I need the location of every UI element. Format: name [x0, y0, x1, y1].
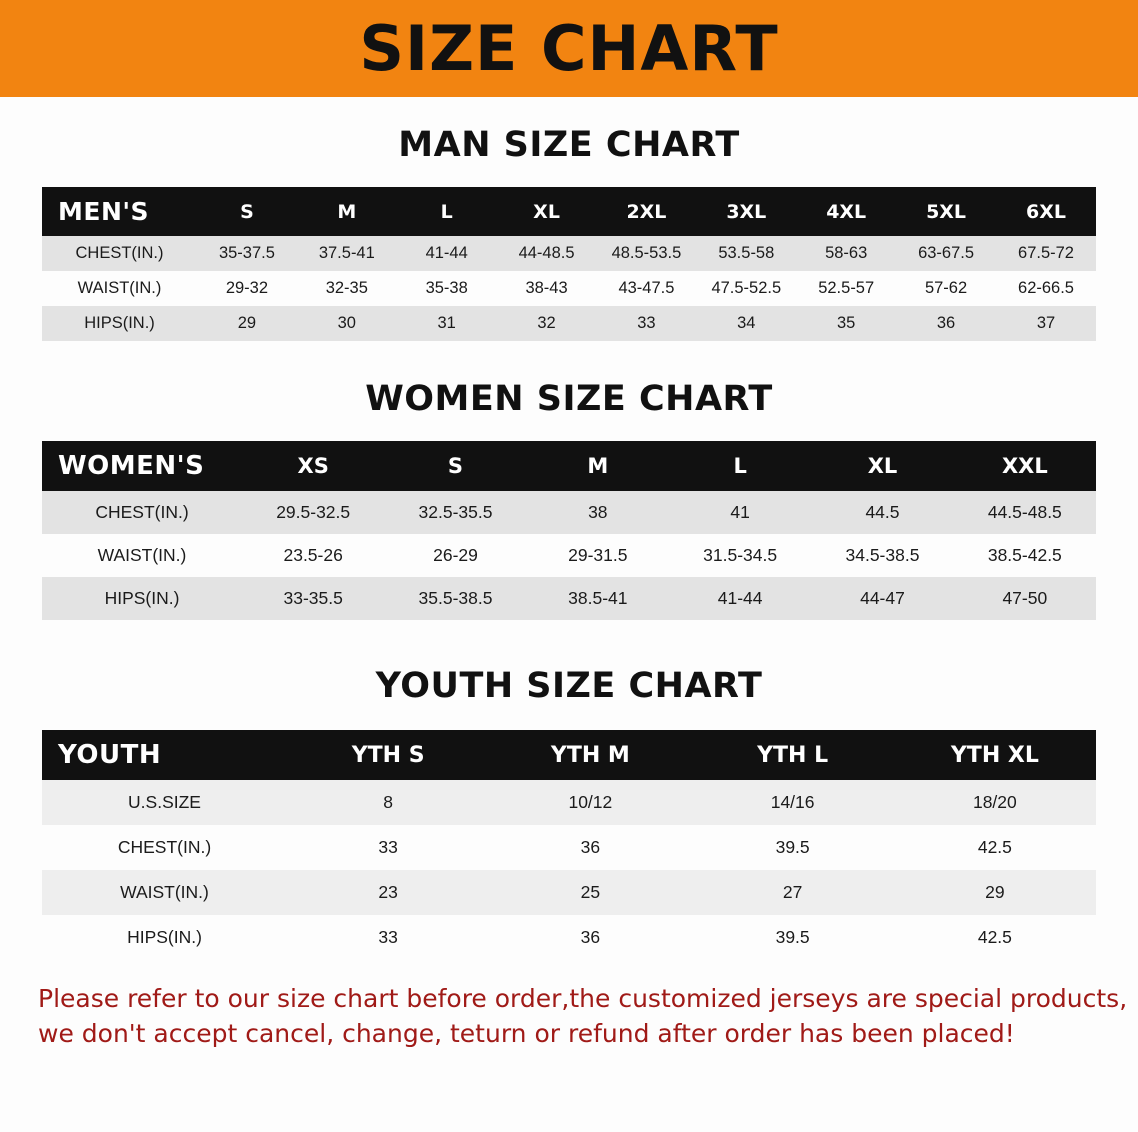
man-section-heading: MAN SIZE CHART [398, 125, 740, 165]
row-label: HIPS(IN.) [42, 577, 242, 620]
table-row [42, 534, 1096, 577]
women-section-heading: WOMEN SIZE CHART [365, 379, 773, 419]
table-header-row [42, 187, 1096, 236]
row-label: WAIST(IN.) [42, 271, 197, 306]
column-header: L [397, 187, 497, 236]
column-header: M [297, 187, 397, 236]
table-cell: 23.5-26 [242, 534, 384, 577]
table-cell: 29-31.5 [527, 534, 669, 577]
row-label: CHEST(IN.) [42, 825, 287, 870]
table-row [42, 491, 1096, 534]
row-label: WAIST(IN.) [42, 870, 287, 915]
women-size-table [42, 441, 1096, 620]
table-cell: 34.5-38.5 [811, 534, 953, 577]
table-cell: 44.5-48.5 [954, 491, 1096, 534]
table-cell: 10/12 [489, 780, 691, 825]
row-label: WAIST(IN.) [42, 534, 242, 577]
table-cell: 31 [397, 306, 497, 341]
table-cell: 33 [287, 915, 489, 960]
table-cell: 47-50 [954, 577, 1096, 620]
table-cell: 62-66.5 [996, 271, 1096, 306]
table-cell: 30 [297, 306, 397, 341]
table-cell: 35-37.5 [197, 236, 297, 271]
table-cell: 39.5 [692, 825, 894, 870]
table-cell: 48.5-53.5 [597, 236, 697, 271]
table-cell: 29 [894, 870, 1096, 915]
page-title: SIZE CHART [359, 11, 779, 85]
table-row [42, 306, 1096, 341]
table-row [42, 915, 1096, 960]
table-cell: 32-35 [297, 271, 397, 306]
table-cell: 34 [696, 306, 796, 341]
table-cell: 36 [489, 825, 691, 870]
man-size-table [42, 187, 1096, 341]
table-cell: 44-47 [811, 577, 953, 620]
table-header-row [42, 441, 1096, 491]
table-row [42, 236, 1096, 271]
page-banner [0, 0, 1138, 97]
column-header: M [527, 441, 669, 491]
row-label: HIPS(IN.) [42, 306, 197, 341]
table-row [42, 577, 1096, 620]
column-header: 4XL [796, 187, 896, 236]
table-cell: 58-63 [796, 236, 896, 271]
women-table-wrapper [42, 441, 1096, 620]
table-header-row [42, 730, 1096, 780]
table-cell: 33 [287, 825, 489, 870]
column-header: 3XL [696, 187, 796, 236]
youth-section-heading: YOUTH SIZE CHART [375, 666, 763, 706]
table-cell: 35-38 [397, 271, 497, 306]
column-header: YTH XL [894, 730, 1096, 780]
table-cell: 53.5-58 [696, 236, 796, 271]
table-cell: 35.5-38.5 [384, 577, 526, 620]
table-row [42, 870, 1096, 915]
table-cell: 26-29 [384, 534, 526, 577]
table-cell: 38-43 [497, 271, 597, 306]
table-cell: 37 [996, 306, 1096, 341]
table-cell: 38.5-41 [527, 577, 669, 620]
table-cell: 47.5-52.5 [696, 271, 796, 306]
table-row [42, 780, 1096, 825]
policy-note [38, 982, 1128, 1051]
youth-size-table [42, 730, 1096, 960]
column-header: MEN'S [42, 187, 197, 236]
column-header: 2XL [597, 187, 697, 236]
row-label: CHEST(IN.) [42, 491, 242, 534]
table-cell: 23 [287, 870, 489, 915]
column-header: YTH L [692, 730, 894, 780]
table-cell: 29.5-32.5 [242, 491, 384, 534]
table-cell: 32 [497, 306, 597, 341]
table-cell: 41-44 [669, 577, 811, 620]
table-cell: 14/16 [692, 780, 894, 825]
table-cell: 32.5-35.5 [384, 491, 526, 534]
column-header: S [197, 187, 297, 236]
policy-note-line-1: Please refer to our size chart before order,the customized jerseys are special products, [38, 984, 1128, 1013]
table-cell: 29-32 [197, 271, 297, 306]
table-cell: 33-35.5 [242, 577, 384, 620]
table-cell: 36 [489, 915, 691, 960]
row-label: CHEST(IN.) [42, 236, 197, 271]
table-cell: 52.5-57 [796, 271, 896, 306]
table-cell: 57-62 [896, 271, 996, 306]
table-cell: 37.5-41 [297, 236, 397, 271]
table-cell: 25 [489, 870, 691, 915]
table-cell: 38.5-42.5 [954, 534, 1096, 577]
row-label: HIPS(IN.) [42, 915, 287, 960]
column-header: WOMEN'S [42, 441, 242, 491]
column-header: 6XL [996, 187, 1096, 236]
table-cell: 31.5-34.5 [669, 534, 811, 577]
table-cell: 42.5 [894, 915, 1096, 960]
table-cell: 41-44 [397, 236, 497, 271]
column-header: 5XL [896, 187, 996, 236]
table-cell: 18/20 [894, 780, 1096, 825]
table-cell: 36 [896, 306, 996, 341]
table-cell: 29 [197, 306, 297, 341]
table-cell: 41 [669, 491, 811, 534]
table-row [42, 825, 1096, 870]
table-cell: 27 [692, 870, 894, 915]
table-cell: 33 [597, 306, 697, 341]
youth-table-wrapper [42, 730, 1096, 960]
table-cell: 8 [287, 780, 489, 825]
table-cell: 38 [527, 491, 669, 534]
table-cell: 67.5-72 [996, 236, 1096, 271]
table-cell: 35 [796, 306, 896, 341]
table-cell: 63-67.5 [896, 236, 996, 271]
column-header: XXL [954, 441, 1096, 491]
table-row [42, 271, 1096, 306]
column-header: XS [242, 441, 384, 491]
man-table-wrapper [42, 187, 1096, 341]
column-header: YOUTH [42, 730, 287, 780]
policy-note-line-2: we don't accept cancel, change, teturn or refund after order has been placed! [38, 1018, 1015, 1048]
column-header: YTH M [489, 730, 691, 780]
column-header: S [384, 441, 526, 491]
table-cell: 44-48.5 [497, 236, 597, 271]
table-cell: 43-47.5 [597, 271, 697, 306]
column-header: XL [497, 187, 597, 236]
table-cell: 44.5 [811, 491, 953, 534]
column-header: XL [811, 441, 953, 491]
table-cell: 39.5 [692, 915, 894, 960]
table-cell: 42.5 [894, 825, 1096, 870]
column-header: YTH S [287, 730, 489, 780]
column-header: L [669, 441, 811, 491]
row-label: U.S.SIZE [42, 780, 287, 825]
